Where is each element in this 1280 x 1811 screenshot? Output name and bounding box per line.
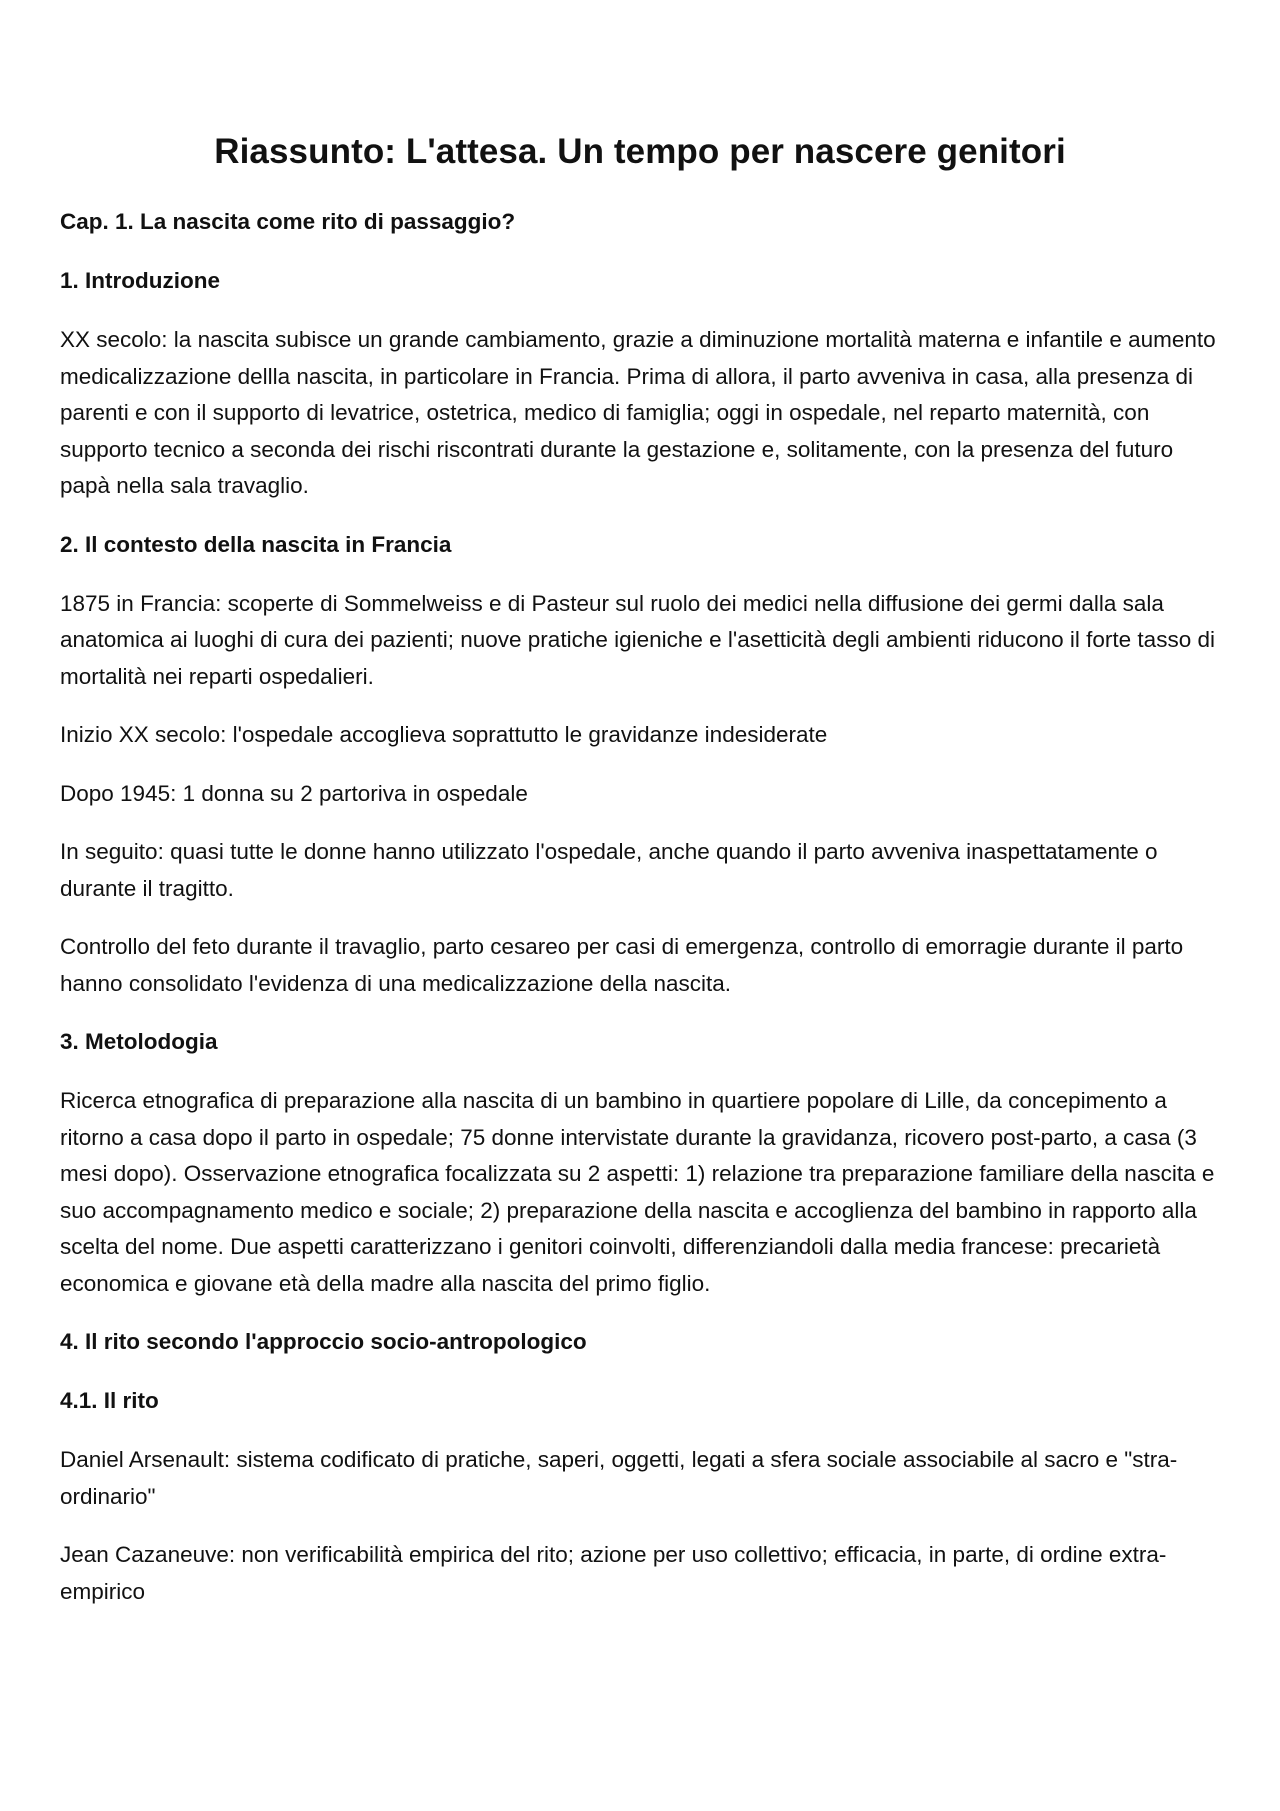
paragraph: Jean Cazaneuve: non verificabilità empirica del rito; azione per uso collettivo; efficacia, in parte, di ordine extra-empirico — [60, 1542, 1167, 1604]
chapter-heading: Cap. 1. La nascita come rito di passaggio? — [60, 209, 516, 234]
paragraph: Inizio XX secolo: l'ospedale accoglieva soprattutto le gravidanze indesiderate — [60, 722, 828, 747]
section-heading-rito: 4. Il rito secondo l'approccio socio-antropologico — [60, 1329, 587, 1354]
section-heading-contesto: 2. Il contesto della nascita in Francia — [60, 531, 452, 557]
paragraph: Ricerca etnografica di preparazione alla nascita di un bambino in quartiere popolare di Lille, da concepimento a ritorno a casa dopo il parto in ospedale; 75 donne intervistate durante la gravidanza, ricovero post-parto, a casa (3 mesi dopo). Osservazione etnografica focalizzata su 2 aspetti: 1) relazione tra preparazione familiare della nascita e suo accompagnamento medico e sociale; 2) preparazione della nascita e accoglienza del bambino in rapporto alla scelta del nome. Due aspetti caratterizzano i genitori coinvolti, differenziandoli dalla media francese: precarietà economica e giovane età della madre alla nascita del primo figlio. — [60, 1088, 1215, 1296]
paragraph: 1875 in Francia: scoperte di Sommelweiss e di Pasteur sul ruolo dei medici nella diffusione dei germi dalla sala anatomica ai luoghi di cura dei pazienti; nuove pratiche igieniche e l'asetticità degli ambienti riducono il forte tasso di mortalità nei reparti ospedalieri. — [60, 590, 1215, 689]
paragraph: In seguito: quasi tutte le donne hanno utilizzato l'ospedale, anche quando il parto avveniva inaspettatamente o durante il tragitto. — [60, 839, 1158, 901]
paragraph: Dopo 1945: 1 donna su 2 partoriva in ospedale — [60, 780, 528, 806]
paragraph: Daniel Arsenault: sistema codificato di pratiche, saperi, oggetti, legati a sfera sociale associabile al sacro e "stra-ordinario" — [60, 1447, 1178, 1509]
section-heading-metodologia: 3. Metolodogia — [60, 1029, 218, 1054]
subsection-heading-il-rito: 4.1. Il rito — [60, 1388, 159, 1413]
paragraph: Controllo del feto durante il travaglio, parto cesareo per casi di emergenza, controllo di emorragie durante il parto hanno consolidato l'evidenza di una medicalizzazione della nascita. — [60, 934, 1184, 996]
document-title: Riassunto: L'attesa. Un tempo per nascere genitori — [214, 132, 1066, 171]
paragraph: XX secolo: la nascita subisce un grande cambiamento, grazie a diminuzione mortalità materna e infantile e aumento medicalizzazione dellla nascita, in particolare in Francia. Prima di allora, il parto avveniva in casa, alla presenza di parenti e con il supporto di levatrice, ostetrica, medico di famiglia; oggi in ospedale, nel reparto maternità, con supporto tecnico a seconda dei rischi riscontrati durante la gestazione e, solitamente, con la presenza del futuro papà nella sala travaglio. — [60, 327, 1216, 498]
section-heading-introduzione: 1. Introduzione — [60, 268, 220, 293]
